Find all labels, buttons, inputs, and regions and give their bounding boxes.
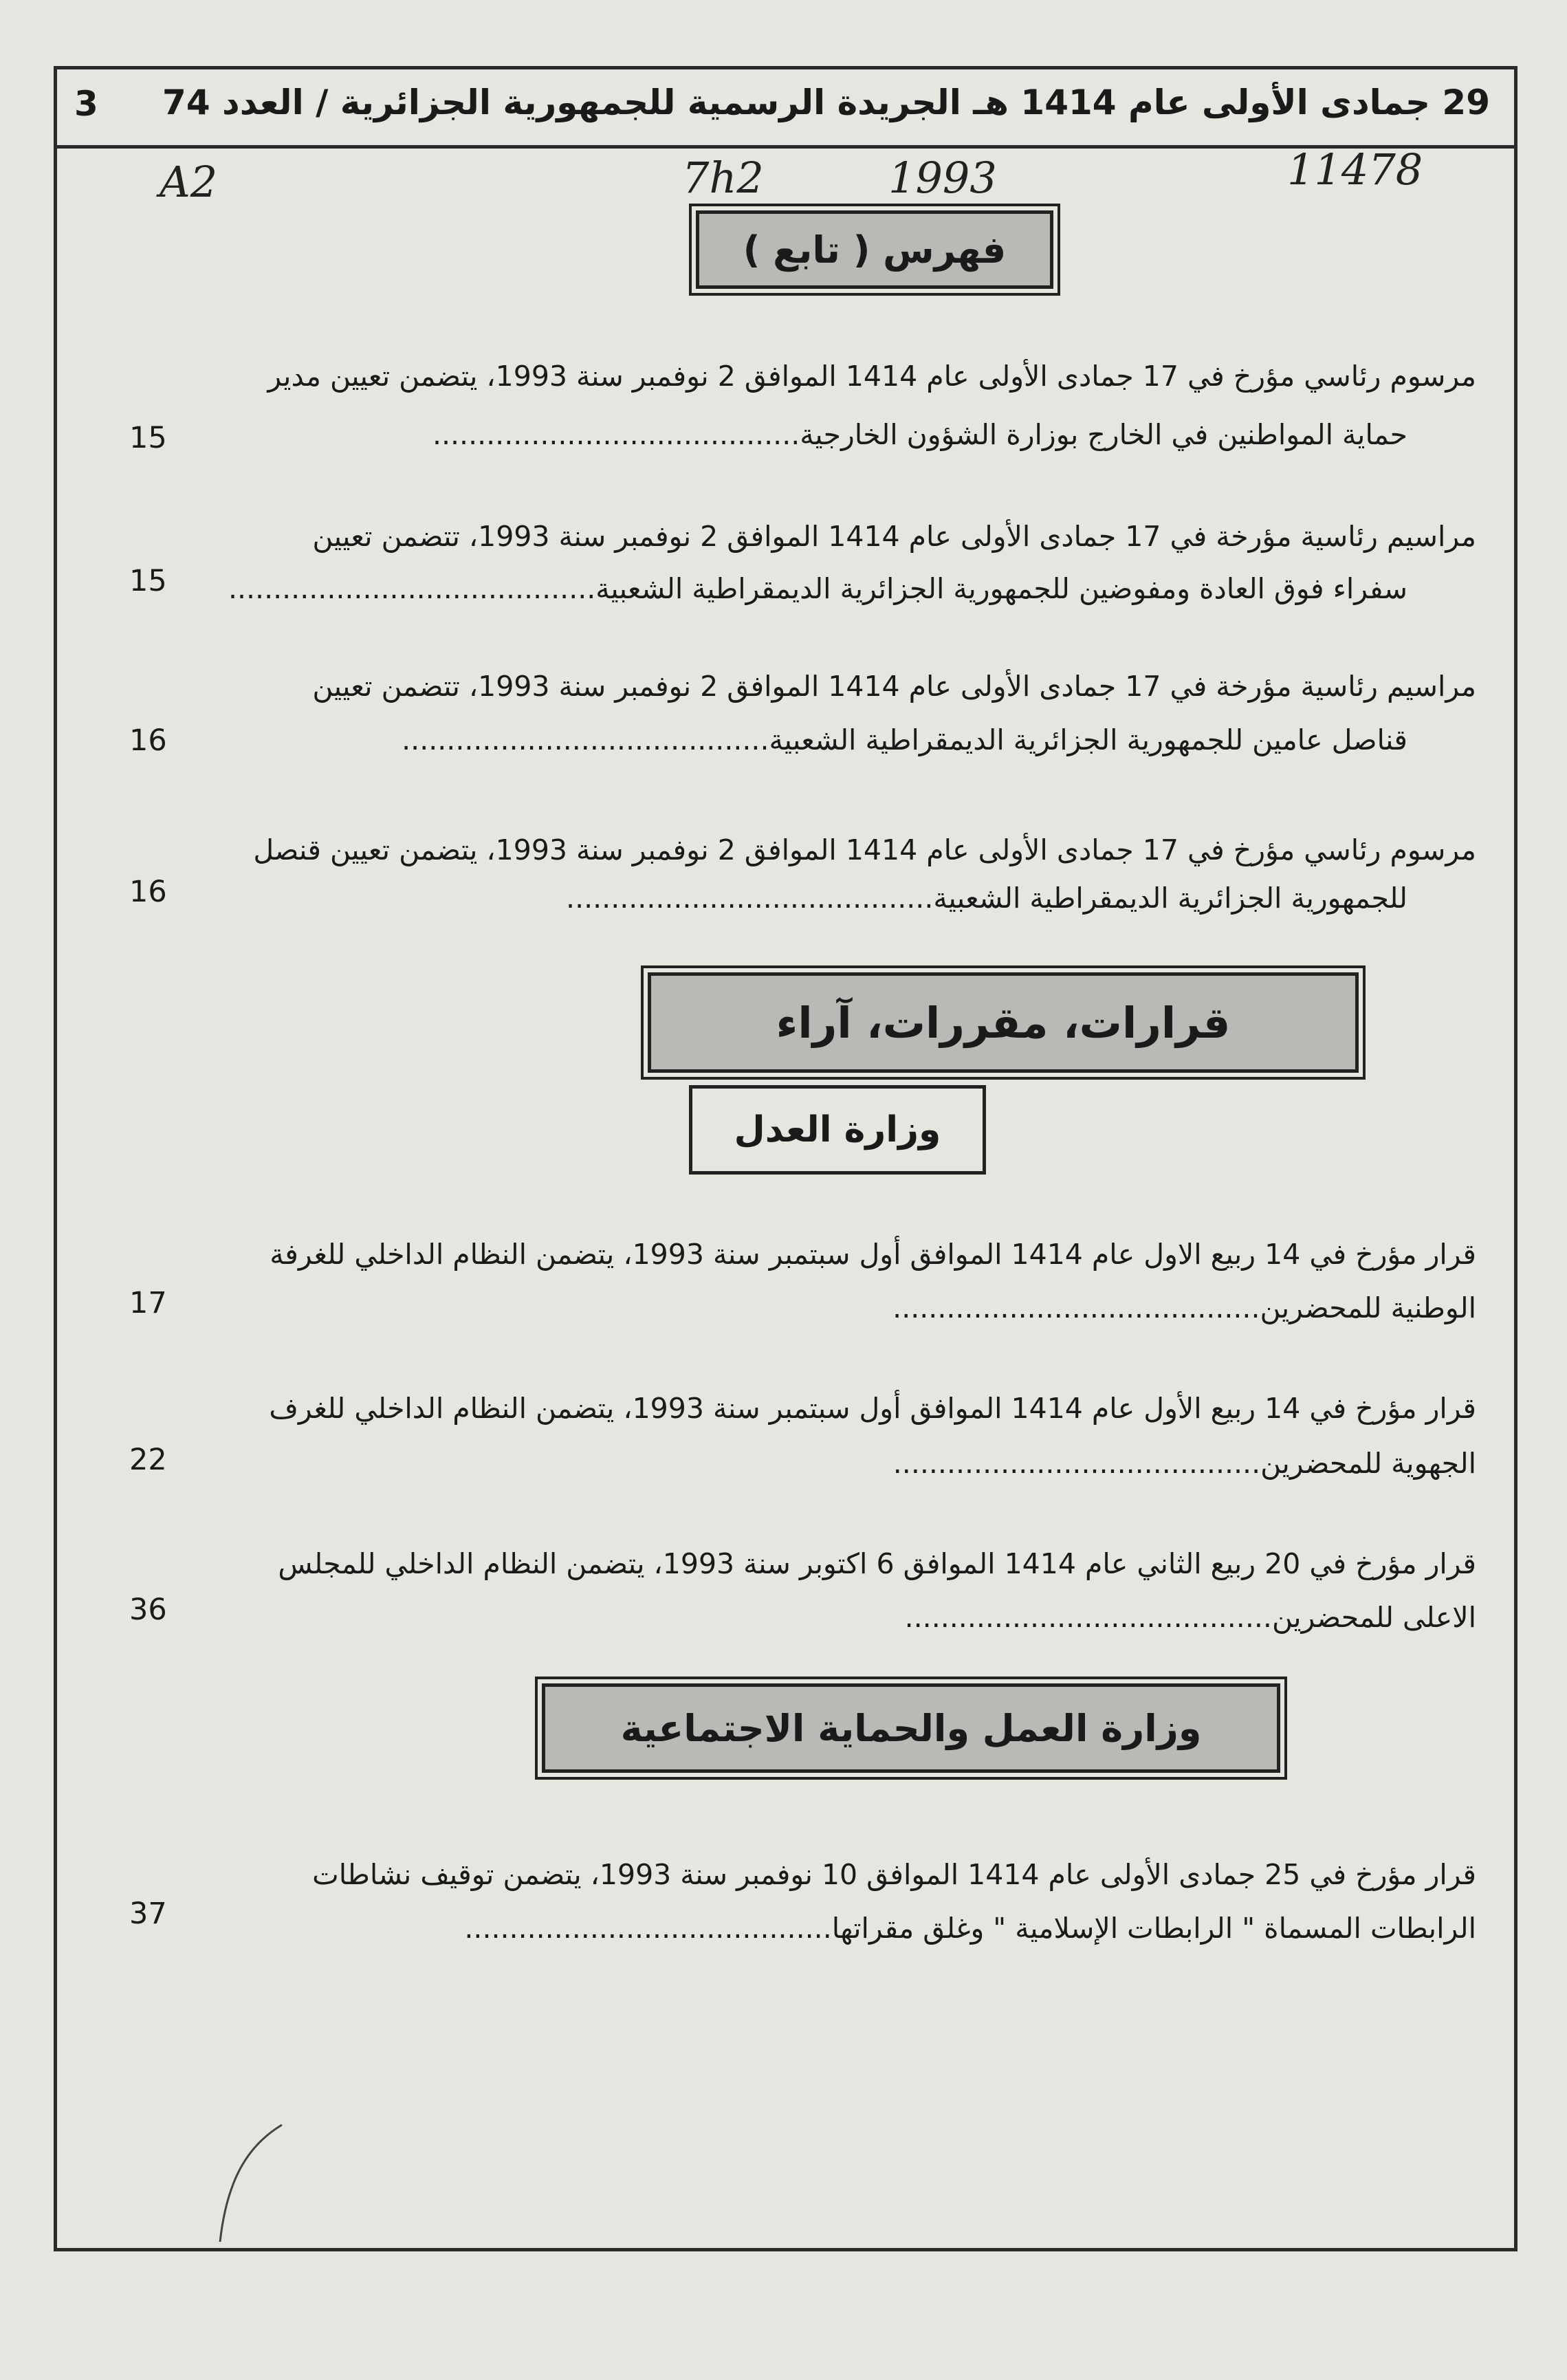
entry-line: الاعلى للمحضرين......................................... [904,1601,1476,1634]
entry-page: 15 [129,421,167,455]
entry-line: مراسيم رئاسية مؤرخة في 17 جمادى الأولى عام 1414 الموافق 2 نوفمبر سنة 1993، تتضمن تعيين [312,670,1476,703]
entry-line: حماية المواطنين في الخارج بوزارة الشؤون الخارجية......................................... [432,418,1407,451]
entry-line: مراسيم رئاسية مؤرخة في 17 جمادى الأولى عام 1414 الموافق 2 نوفمبر سنة 1993، تتضمن تعيين [312,520,1476,553]
entry-line: قرار مؤرخ في 14 ربيع الأول عام 1414 الموافق أول سبتمبر سنة 1993، يتضمن النظام الداخلي للغرف [269,1392,1476,1425]
entry-page: 17 [129,1286,167,1320]
section-title-box [648,972,1359,1073]
ministry-labor-box [542,1683,1280,1773]
entry-page: 15 [129,564,167,598]
entry-page: 16 [129,723,167,758]
handwritten-note: 7h2 [682,153,764,203]
entry-line: قرار مؤرخ في 25 جمادى الأولى عام 1414 الموافق 10 نوفمبر سنة 1993، يتضمن توقيف نشاطات [312,1858,1476,1891]
handwritten-note: 11478 [1287,144,1423,195]
page-header [54,66,1517,149]
ministry-labor-title: وزارة العمل والحماية الاجتماعية [620,1706,1202,1750]
pen-mark [206,2118,289,2249]
handwritten-note: 1993 [888,153,997,203]
entry-line: الوطنية للمحضرين......................................... [892,1291,1476,1324]
entry-line: للجمهورية الجزائرية الديمقراطية الشعبية......................................... [566,882,1407,915]
entry-page: 36 [129,1593,167,1627]
index-title: فهرس ( تابع ) [743,228,1007,272]
entry-line: قرار مؤرخ في 14 ربيع الاول عام 1414 الموافق أول سبتمبر سنة 1993، يتضمن النظام الداخلي للغرفة [270,1238,1476,1271]
entry-line: الجهوية للمحضرين......................................... [892,1447,1476,1480]
entry-line: الرابطات المسماة " الرابطات الإسلامية " وغلق مقراتها......................................... [464,1912,1476,1945]
header-title: 29 جمادى الأولى عام 1414 هـ الجريدة الرسمية للجمهورية الجزائرية / العدد 74 [162,83,1490,122]
section-title: قرارات، مقررات، آراء [776,997,1231,1048]
entry-line: مرسوم رئاسي مؤرخ في 17 جمادى الأولى عام 1414 الموافق 2 نوفمبر سنة 1993، يتضمن تعيين مدير [267,360,1476,393]
ministry-justice-title: وزارة العدل [734,1109,941,1150]
ministry-justice-box [689,1085,986,1175]
entry-line: قرار مؤرخ في 20 ربيع الثاني عام 1414 الموافق 6 اكتوبر سنة 1993، يتضمن النظام الداخلي للمجلس [278,1547,1476,1580]
entry-line: قناصل عامين للجمهورية الجزائرية الديمقراطية الشعبية......................................... [402,723,1407,756]
index-title-box [696,210,1053,289]
page-number: 3 [74,84,98,124]
entry-line: سفراء فوق العادة ومفوضين للجمهورية الجزائرية الديمقراطية الشعبية......................................... [228,572,1407,605]
entry-page: 37 [129,1897,167,1931]
entry-page: 16 [129,875,167,909]
handwritten-note: A2 [160,157,218,207]
entry-page: 22 [129,1443,167,1477]
entry-line: مرسوم رئاسي مؤرخ في 17 جمادى الأولى عام 1414 الموافق 2 نوفمبر سنة 1993، يتضمن تعيين قنصل [253,833,1476,866]
